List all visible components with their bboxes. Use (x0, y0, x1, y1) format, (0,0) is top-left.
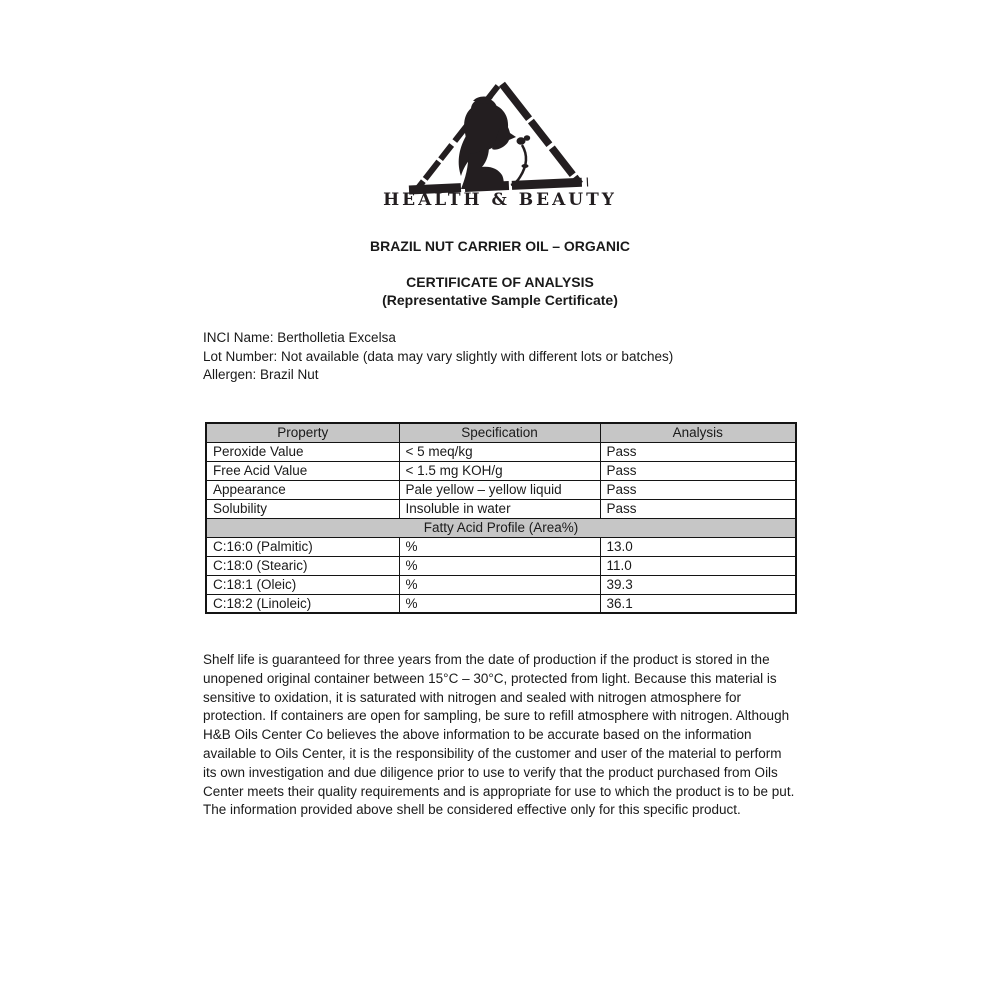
cell-specification: Insoluble in water (399, 499, 600, 518)
health-beauty-triangle-logo-icon (385, 78, 615, 196)
product-info-block (203, 329, 673, 385)
cell-analysis: Pass (600, 480, 796, 499)
certificate-subtitle: (Representative Sample Certificate) (382, 292, 618, 308)
cell-analysis: 11.0 (600, 556, 796, 575)
cell-analysis: 39.3 (600, 575, 796, 594)
cell-specification: Pale yellow – yellow liquid (399, 480, 600, 499)
product-title: BRAZIL NUT CARRIER OIL – ORGANIC (369, 238, 631, 254)
cell-specification: % (399, 556, 600, 575)
cell-property: Solubility (206, 499, 399, 518)
analysis-table (205, 422, 797, 614)
table-row (206, 499, 796, 518)
table-row (206, 442, 796, 461)
cell-analysis: 13.0 (600, 537, 796, 556)
cell-analysis: Pass (600, 442, 796, 461)
cell-specification: % (399, 575, 600, 594)
table-row (206, 537, 796, 556)
cell-specification: < 5 meq/kg (399, 442, 600, 461)
table-header-row (206, 423, 796, 442)
table-row (206, 461, 796, 480)
cell-property: C:18:1 (Oleic) (206, 575, 399, 594)
brand-name: HEALTH & BEAUTY (383, 190, 617, 210)
inci-name-line: INCI Name: Bertholletia Excelsa (203, 330, 396, 345)
header-property: Property (206, 423, 399, 442)
header-analysis: Analysis (600, 423, 796, 442)
cell-analysis: Pass (600, 499, 796, 518)
cell-property: C:16:0 (Palmitic) (206, 537, 399, 556)
allergen-line: Allergen: Brazil Nut (203, 367, 319, 383)
cell-specification: < 1.5 mg KOH/g (399, 461, 600, 480)
cell-property: C:18:0 (Stearic) (206, 556, 399, 575)
shelf-life-disclaimer: Shelf life is guaranteed for three years from the date of production if the product is stored in the unopened original container between 15°C – 30°C, protected from light. Because this material is sensitive to oxidation, it is saturated with nitrogen and sealed with nitrogen atmosphere for protection. If containers are open for sampling, be sure to refill atmosphere with nitrogen. Although H&B Oils Center Co believes the above information to be accurate based on the information available to Oils Center, it is the responsibility of the customer and user of the material to perform its own investigation and due diligence prior to use to verify that the product purchased from Oils Center meets their quality requirements and is appropriate for use to which the product is to be put. The information provided above shell be considered effective only for this specific product. (203, 652, 795, 818)
cell-property: C:18:2 (Linoleic) (206, 594, 399, 613)
triangle-right-edge (502, 84, 580, 184)
table-row (206, 556, 796, 575)
table-row (206, 575, 796, 594)
fatty-acid-section-header: Fatty Acid Profile (Area%) (206, 518, 796, 537)
header-specification: Specification (399, 423, 600, 442)
certificate-title: CERTIFICATE OF ANALYSIS (406, 274, 594, 290)
table-row (206, 594, 796, 613)
cell-property: Free Acid Value (206, 461, 399, 480)
table-section-row (206, 518, 796, 537)
brand-logo (380, 78, 620, 210)
cell-property: Peroxide Value (206, 442, 399, 461)
cell-specification: % (399, 537, 600, 556)
lot-number-line: Lot Number: Not available (data may vary slightly with different lots or batches) (203, 348, 674, 364)
cell-analysis: Pass (600, 461, 796, 480)
table-row (206, 480, 796, 499)
cell-property: Appearance (206, 480, 399, 499)
cell-analysis: 36.1 (600, 594, 796, 613)
cell-specification: % (399, 594, 600, 613)
